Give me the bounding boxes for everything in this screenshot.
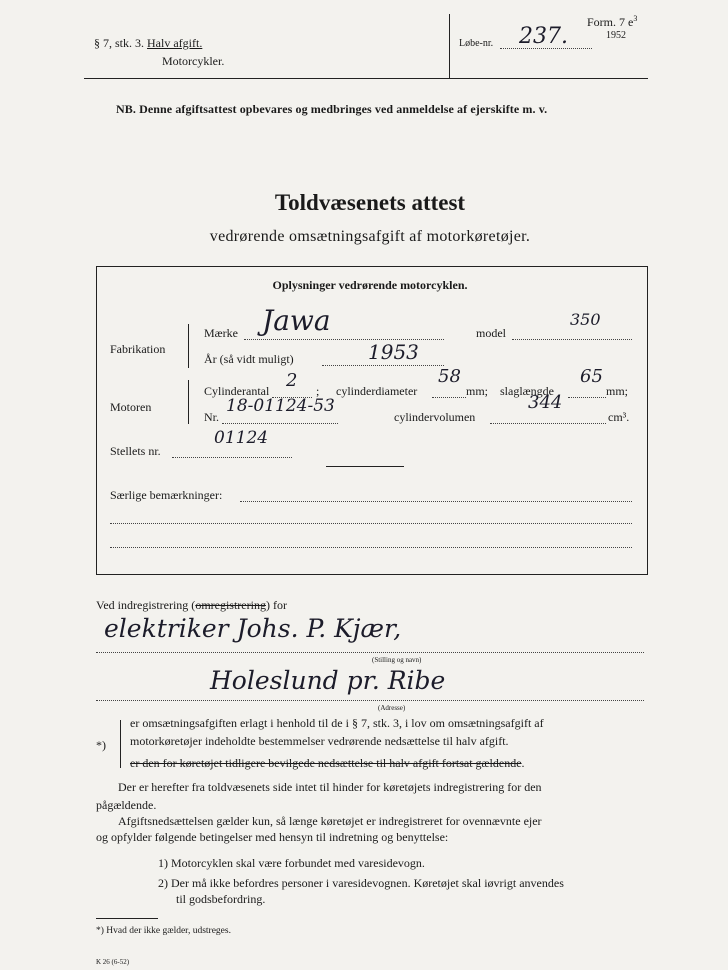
section-number: § 7, stk. 3. — [94, 36, 145, 50]
nr-dots — [222, 423, 338, 424]
footnote-rule — [96, 918, 158, 919]
form-year: 1952 — [606, 30, 626, 41]
header-divider — [449, 14, 450, 78]
slaglaengde-value: 65 — [580, 366, 603, 387]
form-number-sup: 3 — [633, 14, 638, 23]
lobe-number: 237. — [519, 24, 568, 49]
lobe-dots — [500, 48, 592, 49]
paragraph-1-line-2: pågældende. — [96, 798, 157, 812]
motorcycle-info-box — [96, 266, 648, 575]
paragraph-2-line-2: og opfylder følgende betingelser med hensyn til indretning og benyttelse: — [96, 830, 449, 844]
remarks-line-2 — [110, 523, 632, 524]
intro-a: Ved indregistrering ( — [96, 598, 196, 612]
stel-dots — [172, 457, 292, 458]
owner-name: elektriker Johs. P. Kjær, — [104, 614, 402, 643]
stel-label: Stellets nr. — [110, 444, 161, 458]
form-number — [587, 14, 637, 30]
maerke-label: Mærke — [204, 326, 238, 340]
registration-intro — [96, 598, 287, 613]
intro-struck: omregistrering — [195, 598, 266, 612]
document-title: Toldvæsenets attest — [274, 190, 466, 215]
slaglaengde-dots — [568, 397, 606, 398]
aar-dots — [322, 365, 444, 366]
condition-2-line-2: til godsbefordring. — [176, 892, 266, 906]
remarks-label: Særlige bemærkninger: — [110, 488, 223, 502]
model-dots — [512, 339, 632, 340]
footnote: *) Hvad der ikke gælder, udstreges. — [96, 926, 231, 936]
model-value: 350 — [570, 310, 601, 329]
diameter-label: cylinderdiameter — [336, 384, 418, 398]
header-subtitle: Motorcykler. — [162, 54, 225, 68]
option-2-struck: er den for køretøjet tidligere bevilgede nedsættelse til halv afgift fortsat gældende — [130, 756, 522, 770]
fabrikation-label: Fabrikation — [110, 342, 166, 356]
lobe-label: Løbe‑nr. — [459, 38, 494, 49]
condition-2-line-1: 2) Der må ikke befordres personer i varesidevognen. Køretøjet skal iøvrigt anvendes — [158, 876, 564, 890]
nr-label: Nr. — [204, 410, 219, 424]
motoren-brace — [188, 380, 189, 424]
document-subtitle: vedrørende omsætningsafgift af motorkøretøjer. — [209, 228, 531, 245]
owner-address-dots — [96, 700, 644, 701]
cylinderantal-label: Cylinderantal — [204, 384, 270, 398]
volumen-label: cylindervolumen — [394, 410, 476, 424]
box-heading: Oplysninger vedrørende motorcyklen. — [272, 278, 468, 292]
slaglaengde-label: slaglængde — [500, 384, 554, 398]
model-label: model — [476, 326, 506, 340]
owner-address: Holeslund pr. Ribe — [210, 666, 446, 695]
aar-label: År (så vidt muligt) — [204, 352, 294, 366]
cylinderantal-value: 2 — [286, 370, 298, 391]
remarks-line-3 — [110, 547, 632, 548]
form-number-text: Form. 7 e — [587, 15, 634, 29]
diameter-unit: mm; — [466, 384, 489, 398]
nr-value: 18-01124-53 — [226, 396, 335, 416]
maerke-value: Jawa — [262, 304, 331, 337]
remarks-line-1 — [240, 501, 632, 502]
paragraph-2-line-1: Afgiftsnedsættelsen gælder kun, så længe køretøjet er indregistreret for ovennævnte ejer — [118, 814, 542, 828]
motoren-label: Motoren — [110, 400, 152, 414]
slaglaengde-unit: mm; — [606, 384, 629, 398]
option-2 — [130, 756, 525, 771]
owner-name-caption: (Stilling og navn) — [372, 656, 422, 664]
volumen-unit: cm³. — [608, 410, 630, 424]
box-separator — [326, 466, 404, 467]
option-2-end: . — [521, 756, 525, 770]
aar-value: 1953 — [368, 340, 419, 364]
diameter-dots — [432, 397, 466, 398]
condition-1: 1) Motorcyklen skal være forbundet med varesidevogn. — [158, 856, 425, 870]
section-ref — [94, 36, 202, 51]
header-rule — [84, 78, 648, 79]
option-marker: *) — [96, 738, 106, 752]
options-brace — [120, 720, 121, 768]
option-1-line-1: er omsætningsafgiften erlagt i henhold til de i § 7, stk. 3, i lov om omsætningsafgift af — [130, 716, 544, 730]
paragraph-1-line-1: Der er herefter fra toldvæsenets side intet til hinder for køretøjets indregistrering for den — [118, 780, 542, 794]
volumen-dots — [490, 423, 606, 424]
owner-address-caption: (Adresse) — [378, 704, 406, 712]
fabrikation-brace — [188, 324, 189, 368]
form-code: K 26 (6-52) — [96, 958, 130, 966]
notice-text: NB. Denne afgiftsattest opbevares og medbringes ved anmeldelse af ejerskifte m. v. — [116, 102, 548, 116]
semicolon: ; — [316, 384, 320, 398]
stel-value: 01124 — [214, 428, 269, 448]
diameter-value: 58 — [438, 366, 461, 387]
section-title: Halv afgift. — [147, 36, 203, 50]
volumen-value: 344 — [528, 392, 563, 413]
intro-b: ) for — [265, 598, 287, 612]
option-1-line-2: motorkøretøjer indeholdte bestemmelser vedrørende nedsættelse til halv afgift. — [130, 734, 509, 748]
owner-name-dots — [96, 652, 644, 653]
